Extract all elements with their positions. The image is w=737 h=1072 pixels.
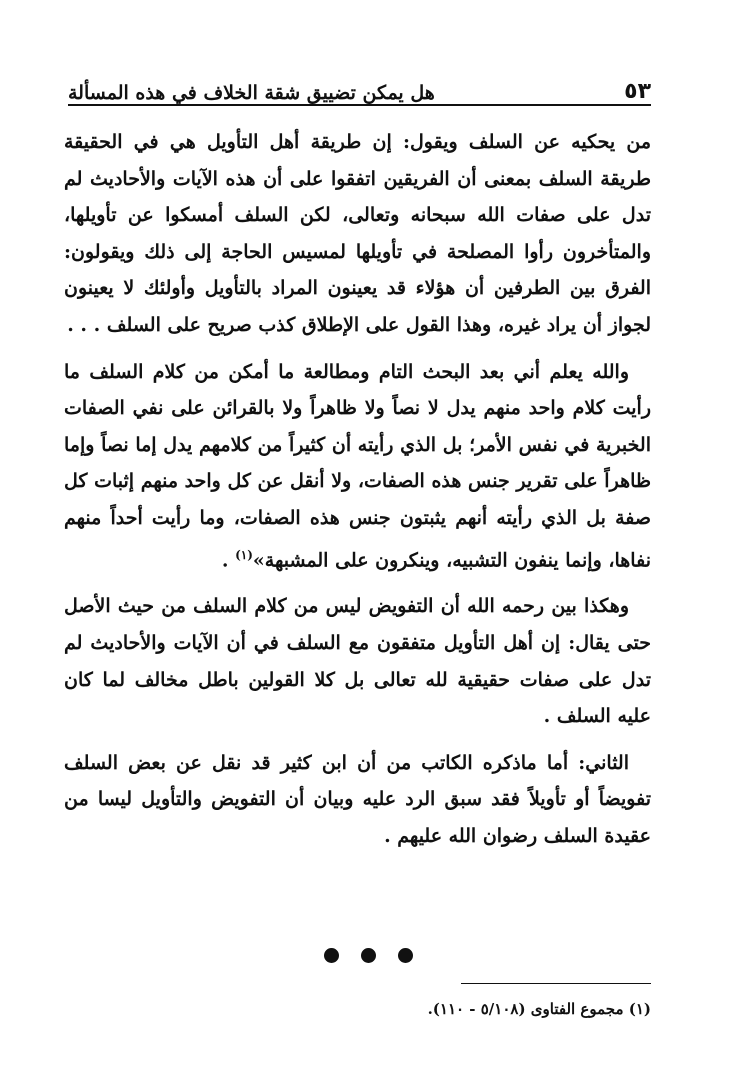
page-number: ٥٣ <box>624 79 651 104</box>
running-title: هل يمكن تضييق شقة الخلاف في هذه المسألة <box>68 82 435 104</box>
footnote-rule <box>461 983 651 984</box>
paragraph-2-text: والله يعلم أني بعد البحث التام ومطالعة ما أمكن من كلام السلف ما رأيت كلام واحد منهم يدل لا نصاً ولا ظاهراً ولا بالقرائن على نفي الصفات الخبرية في نفس الأمر؛ بل الذي رأيته أن كثيراً من كلامهم يدل إما نصاً وإما ظاهراً على تقرير جنس هذه الصفات، ولا أنقل عن كل واحد منهم إثبات كل صفة بل الذي رأيته أنهم يثبتون جنس هذه الصفات، وما رأيت أحداً منهم نفاها، وإنما ينفون التشبيه، وينكرون على المشبهة» <box>64 360 651 571</box>
paragraph-2-end: . <box>221 548 236 571</box>
paragraph-4: الثاني: أما ماذكره الكاتب من أن ابن كثير قد نقل عن بعض السلف تفويضاً أو تأويلاً فقد سبق الرد عليه وبيان أن التفويض والتأويل ليسا من عقيدة السلف رضوان الله عليهم . <box>64 751 651 848</box>
section-separator <box>0 948 737 963</box>
paragraph-1: من يحكيه عن السلف ويقول: إن طريقة أهل التأويل هي في الحقيقة طريقة السلف بمعنى أن الفريقين اتفقوا على أن هذه الآيات والأحاديث لم تدل على صفات الله سبحانه وتعالى، لكن السلف أمسكوا عن تأويلها، والمتأخرون رأوا المصلحة في تأويلها لمسيس الحاجة إلى ذلك ويقولون: الفرق بين الطرفين أن هؤلاء قد يعينون المراد بالتأويل وأولئك لا يعينون لجواز أن يراد غيره، وهذا القول على الإطلاق كذب صريح على السلف . . . <box>64 131 651 336</box>
footnote: (١) مجموع الفتاوى (٥/١٠٨ - ١١٠). <box>427 1000 651 1018</box>
footnote-marker: (١) <box>235 547 253 562</box>
separator-dot-icon <box>398 948 413 963</box>
separator-dot-icon <box>361 948 376 963</box>
page-header <box>68 70 651 106</box>
paragraph-3: وهكذا بين رحمه الله أن التفويض ليس من كلام السلف من حيث الأصل حتى يقال: إن أهل التأويل متفقون مع السلف في أن الآيات والأحاديث لم تدل على صفات حقيقية لله تعالى بل كلا القولين باطل مخالف لما كان عليه السلف . <box>64 595 651 728</box>
paragraph-2 <box>64 354 651 579</box>
page-body <box>64 124 651 865</box>
separator-dot-icon <box>324 948 339 963</box>
